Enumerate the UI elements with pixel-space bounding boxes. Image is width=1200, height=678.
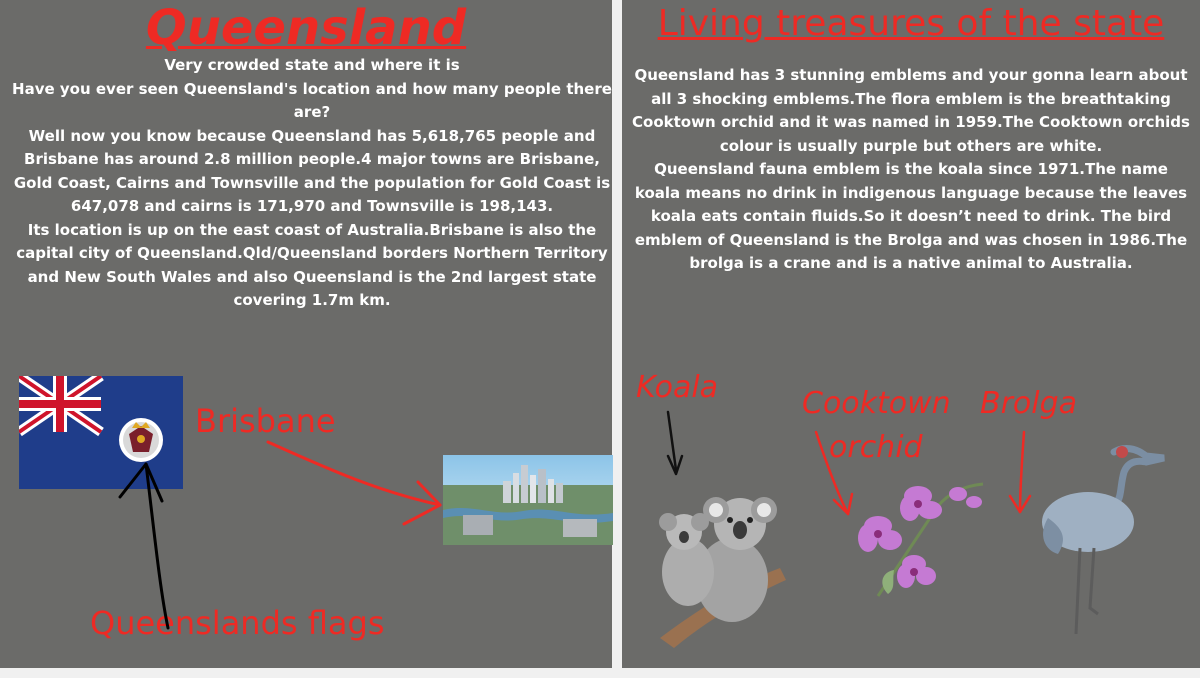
cooktown-orchid-illustration — [848, 466, 998, 606]
info-paragraph-3: Well now you know because Queensland has 5,618,765 people and Brisbane has around 2.8 million people.4 major towns are Brisbane, Gold Coast, Cairns and Townsville and the population for Gold Coast is 647,078 and cairns is 171,970 and Townsville is 198,143. — [13, 126, 611, 215]
brisbane-label: Brisbane — [195, 402, 336, 440]
emblem-paragraph-1: Queensland has 3 stunning emblems and your gonna learn about all 3 shocking emblems.The flora emblem is the breathtaking Cooktown orchid and it was named in 1959.The Cooktown orchids colour is usually purple but others are white. — [632, 66, 1190, 155]
queensland-flag-image — [19, 376, 183, 489]
emblem-paragraph-2: Queensland fauna emblem is the koala since 1971.The name koala means no drink in indigenous language because the leaves koala eats contain fluids.So it doesn’t need to drink. The bird emblem of Queensland is the Brolga and was chosen in 1986.The brolga is a crane and is a native animal to Australia. — [634, 160, 1188, 272]
queenslands-flags-label: Queenslands flags — [90, 604, 385, 642]
queensland-title: Queensland — [145, 0, 467, 56]
brisbane-city-image — [443, 455, 613, 545]
koala-illustration — [640, 488, 790, 648]
emblems-info-text — [630, 64, 1192, 276]
info-paragraph-1: Very crowded state and where it is — [164, 56, 460, 74]
queensland-info-text — [10, 54, 614, 313]
info-paragraph-2: Have you ever seen Queensland's location and how many people there are? — [12, 79, 612, 121]
info-paragraph-4: Its location is up on the east coast of Australia.Brisbane is also the capital city of Queensland.Qld/Queensland borders Northern Territory and New South Wales and also Queensland is the 2nd largest state covering 1.7m km. — [16, 220, 608, 309]
living-treasures-title: Living treasures of the state — [657, 3, 1165, 44]
koala-label: Koala — [636, 370, 719, 405]
brolga-illustration — [1028, 438, 1168, 634]
cooktown-label: Cooktown — [802, 386, 951, 421]
brolga-label: Brolga — [980, 386, 1078, 421]
orchid-label: orchid — [829, 430, 923, 465]
